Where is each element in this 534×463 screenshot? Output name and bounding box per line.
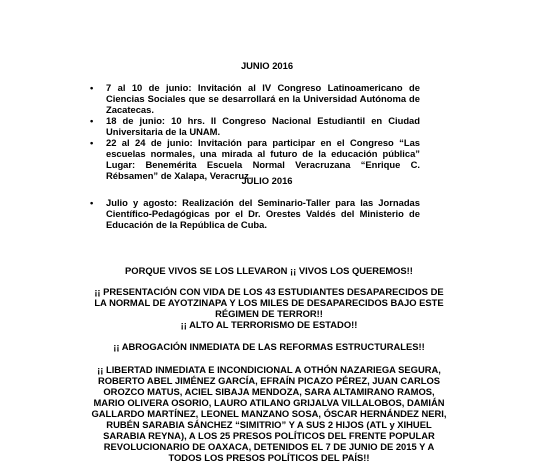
- list-item: [90, 197, 420, 230]
- slogan-terrorismo: ¡¡ ALTO AL TERRORISMO DE ESTADO!!: [180, 319, 358, 330]
- june-heading: JUNIO 2016: [240, 60, 294, 71]
- event-text: Julio y agosto: Realización del Seminario-Taller para las Jornadas Científico-Pedagógicas por el Dr. Orestes Valdés del Ministerio de Educación de la República de Cuba.: [106, 197, 420, 230]
- event-text: 18 de junio: 10 hrs. II Congreso Nacional Estudiantil en Ciudad Universitaria de la UNAM.: [106, 115, 420, 137]
- event-text: 22 al 24 de junio: Invitación para participar en el Congreso “Las escuelas normales, una mirada al futuro de la educación pública” Lugar: Benemérita Escuela Normal Veracruzana “Enrique C. Rébsamen” de Xalapa, Veracruz.: [106, 137, 420, 181]
- bullet-icon: •: [90, 82, 94, 93]
- list-item: [90, 115, 420, 137]
- june-event-list: [90, 82, 420, 181]
- slogan-vivos: PORQUE VIVOS SE LOS LLEVARON ¡¡ VIVOS LOS QUEREMOS!!: [125, 265, 413, 276]
- slogan-reformas: ¡¡ ABROGACIÓN INMEDIATA DE LAS REFORMAS ESTRUCTURALES!!: [113, 341, 425, 352]
- slogan-ayotzinapa: ¡¡ PRESENTACIÓN CON VIDA DE LOS 43 ESTUDIANTES DESAPARECIDOS DE LA NORMAL DE AYOTZINAPA Y LOS MILES DE DESAPARECIDOS BAJO ESTE RÉGIMEN DE TERROR!!: [94, 286, 444, 319]
- july-heading: JULIO 2016: [241, 175, 293, 186]
- bullet-icon: •: [90, 197, 94, 208]
- bullet-icon: •: [90, 137, 94, 148]
- july-event-list: [90, 197, 420, 230]
- event-text: 7 al 10 de junio: Invitación al IV Congreso Latinoamericano de Ciencias Sociales que se desarrollará en la Universidad Autónoma de Zacatecas.: [106, 82, 420, 115]
- bullet-icon: •: [90, 115, 94, 126]
- list-item: [90, 82, 420, 115]
- slogan-libertad: ¡¡ LIBERTAD INMEDIATA E INCONDICIONAL A OTHÓN NAZARIEGA SEGURA, ROBERTO ABEL JIMÉNEZ GARCÍA, EFRAÍN PICAZO PÉREZ, JUAN CARLOS OROZCO MATUS, ACIEL SIBAJA MENDOZA, SARA ALTAMIRANO RAMOS, MARIO OLIVERA OSORIO, LAURO ATILANO GRIJALVA VILLALOBOS, DAMIÁN GALLARDO MARTÍNEZ, LEONEL MANZANO SOSA, ÓSCAR HERNÁNDEZ NERI, RUBÉN SARABIA SÁNCHEZ “SIMITRIO” Y A SUS 2 HIJOS (ATL y XIHUEL SARABIA REYNA), A LOS 25 PRESOS POLÍTICOS DEL FRENTE POPULAR REVOLUCIONARIO DE OAXACA, DETENIDOS EL 7 DE JUNIO DE 2015 Y A TODOS LOS PRESOS POLÍTICOS DEL PAÍS!!: [91, 364, 447, 463]
